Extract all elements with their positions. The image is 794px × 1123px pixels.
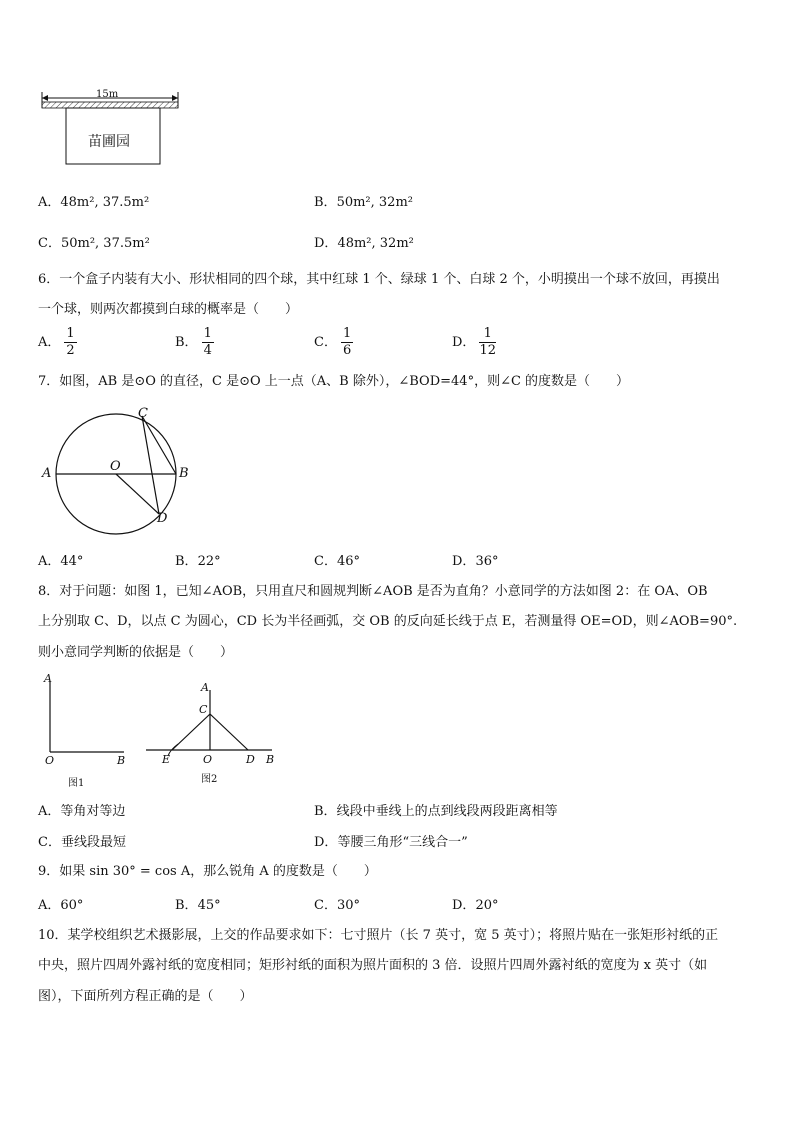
q7-option-b[interactable]: B．22°	[175, 554, 221, 569]
q8-option-d[interactable]: D．等腰三角形“三线合一”	[314, 835, 468, 850]
q6-option-c[interactable]: C． $\frac{1}{6}$	[314, 326, 352, 358]
q5-option-b[interactable]: B．50m², 32m²	[314, 195, 413, 210]
q6-option-d[interactable]: D． $\frac{1}{12}$	[452, 326, 496, 358]
q9-option-d[interactable]: D．20°	[452, 898, 499, 913]
fig2-caption: 图2	[201, 774, 218, 785]
label-d: D	[157, 511, 168, 526]
q8-option-c[interactable]: C．垂线段最短	[38, 835, 126, 850]
width-label: 15m	[96, 89, 119, 100]
q7-option-a[interactable]: A．44°	[38, 554, 84, 569]
fig2-label-c: C	[199, 703, 208, 716]
q5-option-d[interactable]: D．48m², 32m²	[314, 236, 414, 251]
q8-line1: 8．对于问题：如图 1，已知∠AOB，只用直尺和圆规判断∠AOB 是否为直角？小意同学的方法如图 2：在 OA、OB	[38, 584, 708, 599]
fig2-label-o: O	[203, 753, 213, 766]
q7-option-d[interactable]: D．36°	[452, 554, 499, 569]
label-b: B	[179, 466, 189, 481]
fig1-label-b: B	[117, 754, 126, 767]
q8-option-b[interactable]: B．线段中垂线上的点到线段两段距离相等	[314, 804, 558, 819]
q8-line2: 上分别取 C、D，以点 C 为圆心，CD 长为半径画弧，交 OB 的反向延长线于点 E，若测量得 OE=OD，则∠AOB=90°.	[38, 614, 738, 629]
label-o: O	[110, 459, 121, 474]
q9-option-c[interactable]: C．30°	[314, 898, 360, 913]
q7-option-c[interactable]: C．46°	[314, 554, 360, 569]
nursery-label: 苗圃园	[88, 134, 130, 150]
q8-option-a[interactable]: A．等角对等边	[38, 804, 126, 819]
fig2-label-d: D	[246, 753, 255, 766]
q9-option-a[interactable]: A．60°	[38, 898, 84, 913]
q6-option-a[interactable]: A． $\frac{1}{2}$	[38, 326, 75, 358]
fig2-label-e: E	[162, 753, 171, 766]
q10-line2: 中央，照片四周外露衬纸的宽度相同；矩形衬纸的面积为照片面积的 3 倍．设照片四周外露衬纸的宽度为 x 英寸（如	[38, 958, 708, 973]
fig1-label-o: O	[45, 754, 55, 767]
label-c: C	[138, 406, 148, 421]
q6-line1: 6．一个盒子内装有大小、形状相同的四个球，其中红球 1 个、绿球 1 个、白球 2 个，小明摸出一个球不放回，再摸出	[38, 272, 720, 287]
q5-option-a[interactable]: A．48m², 37.5m²	[38, 195, 150, 210]
nursery-diagram	[36, 88, 196, 168]
q5-option-c[interactable]: C．50m², 37.5m²	[38, 236, 150, 251]
fig2-diagram	[144, 680, 274, 764]
fig1-caption: 图1	[68, 778, 85, 789]
q10-line3: 图），下面所列方程正确的是（ ）	[38, 989, 253, 1004]
q9-option-b[interactable]: B．45°	[175, 898, 221, 913]
fig1-diagram	[40, 676, 130, 762]
label-a: A	[42, 466, 52, 481]
fig1-label-a: A	[44, 672, 52, 685]
q6-line2: 一个球，则两次都摸到白球的概率是（ ）	[38, 302, 299, 317]
fig2-label-b: B	[266, 753, 275, 766]
q10-line1: 10．某学校组织艺术摄影展，上交的作品要求如下：七寸照片（长 7 英寸，宽 5 英寸）；将照片贴在一张矩形衬纸的正	[38, 928, 719, 943]
fig2-label-a: A	[201, 681, 209, 694]
q6-option-b[interactable]: B． $\frac{1}{4}$	[175, 326, 212, 358]
q9-text: 9．如果 sin 30° = cos A，那么锐角 A 的度数是（ ）	[38, 864, 377, 879]
q8-line3: 则小意同学判断的依据是（ ）	[38, 645, 234, 660]
q7-text: 7．如图，AB 是⊙O 的直径，C 是⊙O 上一点（A、B 除外），∠BOD=44°，则∠C 的度数是（ ）	[38, 374, 630, 389]
